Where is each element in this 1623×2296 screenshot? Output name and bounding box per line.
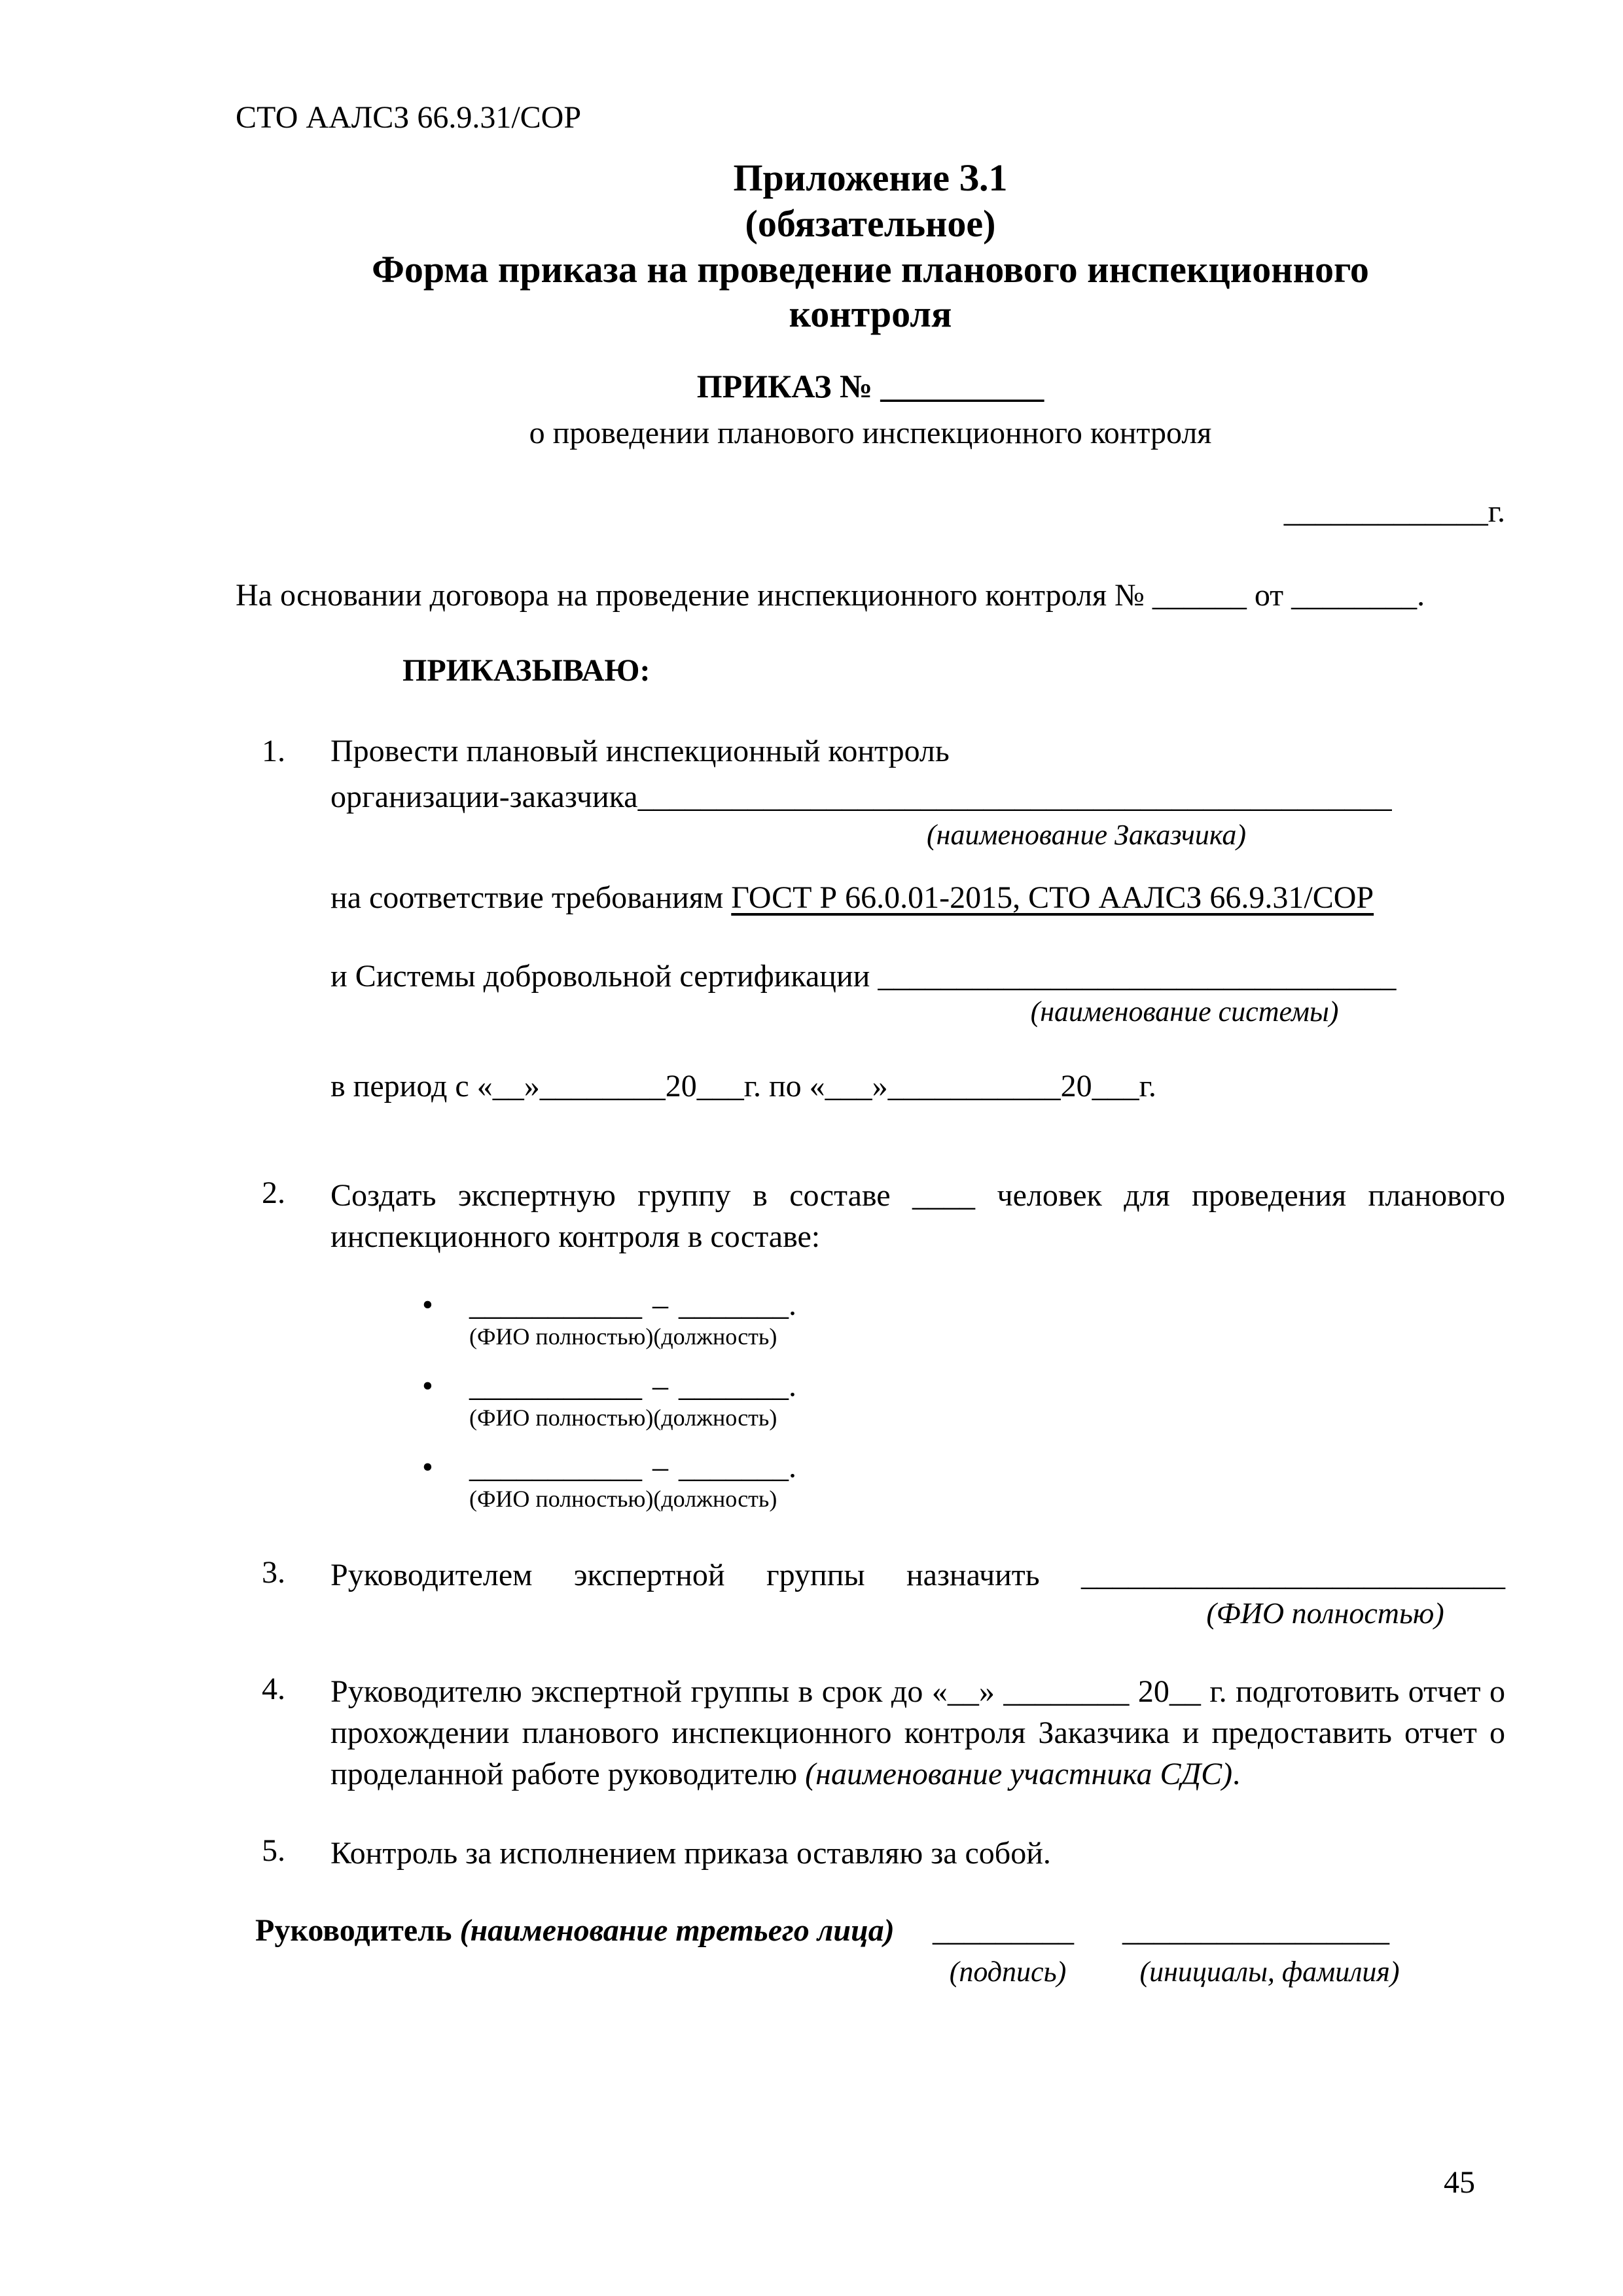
expert-position-blank: _______ <box>679 1287 789 1322</box>
item2-text-before: Создать экспертную группу в составе <box>330 1178 913 1213</box>
document-code: СТО ААЛСЗ 66.9.31/СОР <box>236 100 582 135</box>
expert-captions <box>469 1403 796 1432</box>
third-party-caption: (наименование третьего лица) <box>459 1913 895 1948</box>
fio-caption: (ФИО полностью) <box>469 1486 654 1512</box>
fio-full-caption: (ФИО полностью) <box>1206 1596 1444 1630</box>
expert-bullet-row <box>422 1450 796 1513</box>
position-caption: (должность) <box>653 1405 777 1431</box>
item4-text-before: Руководителю экспертной группы в срок до «__» ________ 20__ г. подготовить отчет о прохождении планового инспекционного контроля Заказчика и предоставить отчет о проделанной работе руководителю <box>330 1674 1505 1791</box>
expert-dash: – <box>652 1450 668 1484</box>
fio-caption: (ФИО полностью) <box>469 1405 654 1431</box>
expert-period: . <box>789 1287 796 1322</box>
system-caption: (наименование системы) <box>1030 996 1339 1028</box>
expert-dash: – <box>652 1369 668 1403</box>
item3-number: 3. <box>262 1555 285 1590</box>
date-suffix: г. <box>1488 494 1505 529</box>
item5-text: Контроль за исполнением приказа оставляю за собой. <box>330 1836 1051 1871</box>
expert-position-blank: _______ <box>679 1369 789 1403</box>
certification-system-row <box>330 957 1505 996</box>
expert-count-blank: ____ <box>912 1178 976 1213</box>
customer-caption: (наименование Заказчика) <box>926 819 1247 851</box>
initials-blank: _________________ <box>1122 1913 1389 1948</box>
initials-caption: (инициалы, фамилия) <box>1139 1956 1400 1988</box>
form-title-line1: Форма приказа на проведение планового инспекционного <box>372 248 1369 291</box>
requirements-text: на соответствие требованиям <box>330 880 732 915</box>
bullet-icon: • <box>422 1369 433 1403</box>
customer-blank: ________________________________________________ <box>637 780 1392 814</box>
item2-text-after: человек для проведения планового инспекционного контроля в составе: <box>330 1178 1506 1254</box>
basis-paragraph: На основании договора на проведение инспекционного контроля № ______ от ________. <box>236 578 1425 613</box>
appendix-title: Приложение З.1 <box>733 156 1008 199</box>
signature-blank: _________ <box>933 1913 1074 1948</box>
bullet-icon: • <box>422 1450 433 1484</box>
item2-number: 2. <box>262 1175 285 1210</box>
fio-caption: (ФИО полностью) <box>469 1323 654 1350</box>
expert-period: . <box>789 1369 796 1403</box>
expert-name-blank: ___________ <box>469 1450 642 1484</box>
certification-system-label: и Системы добровольной сертификации <box>330 959 878 994</box>
expert-captions <box>469 1322 796 1351</box>
order-number-blank: __________ <box>880 368 1044 404</box>
order-heading: ПРИКАЗ № <box>696 368 873 404</box>
sds-participant-caption: (наименование участника СДС) <box>805 1757 1233 1791</box>
expert-name-blank: ___________ <box>469 1369 642 1403</box>
position-caption: (должность) <box>653 1486 777 1512</box>
item1-line1: Провести плановый инспекционный контроль <box>330 734 950 768</box>
item3 <box>255 1554 1505 1596</box>
item4-period: . <box>1232 1757 1241 1791</box>
order-date-blank: _____________ <box>1283 494 1488 529</box>
page-number: 45 <box>1444 2165 1475 2200</box>
expert-name-blank: ___________ <box>469 1287 642 1322</box>
signature-label: Руководитель <box>255 1913 452 1948</box>
expert-captions <box>469 1484 796 1513</box>
item4-text <box>330 1671 1505 1795</box>
item3-text <box>330 1554 1505 1596</box>
order-heading-row <box>236 367 1505 406</box>
expert-position-blank: _______ <box>679 1450 789 1484</box>
expert-bullet-row <box>422 1288 796 1351</box>
signature-row <box>255 1911 1505 1950</box>
item5-number: 5. <box>262 1833 285 1868</box>
signature-caption: (подпись) <box>949 1956 1067 1988</box>
bullet-icon: • <box>422 1287 433 1322</box>
command-word: ПРИКАЗЫВАЮ: <box>402 653 651 688</box>
order-date-row <box>236 492 1505 531</box>
requirements-row <box>330 878 1505 918</box>
item2 <box>255 1175 1505 1257</box>
item4-number: 4. <box>262 1672 285 1706</box>
item2-text <box>330 1175 1505 1257</box>
appendix-mandatory: (обязательное) <box>745 202 996 245</box>
expert-period: . <box>789 1450 796 1484</box>
leader-name-blank: ___________________________ <box>1081 1558 1505 1592</box>
item4 <box>255 1671 1505 1795</box>
requirements-standards: ГОСТ Р 66.0.01-2015, СТО ААЛСЗ 66.9.31/СОР <box>731 880 1374 915</box>
item1-number: 1. <box>262 734 285 768</box>
item1-customer-row <box>330 778 1505 817</box>
position-caption: (должность) <box>653 1323 777 1350</box>
certification-system-blank: _________________________________ <box>878 959 1397 994</box>
order-subtitle: о проведении планового инспекционного контроля <box>529 416 1212 450</box>
item5 <box>255 1833 1505 1874</box>
customer-label: организации-заказчика <box>330 780 638 814</box>
form-title-line2: контроля <box>789 293 952 335</box>
expert-dash: – <box>652 1287 668 1322</box>
expert-bullet-row <box>422 1369 796 1432</box>
item3-text-before: Руководителем экспертной группы назначить <box>330 1558 1081 1592</box>
period-line: в период с «__»________20___г. по «___»___________20___г. <box>330 1069 1156 1103</box>
